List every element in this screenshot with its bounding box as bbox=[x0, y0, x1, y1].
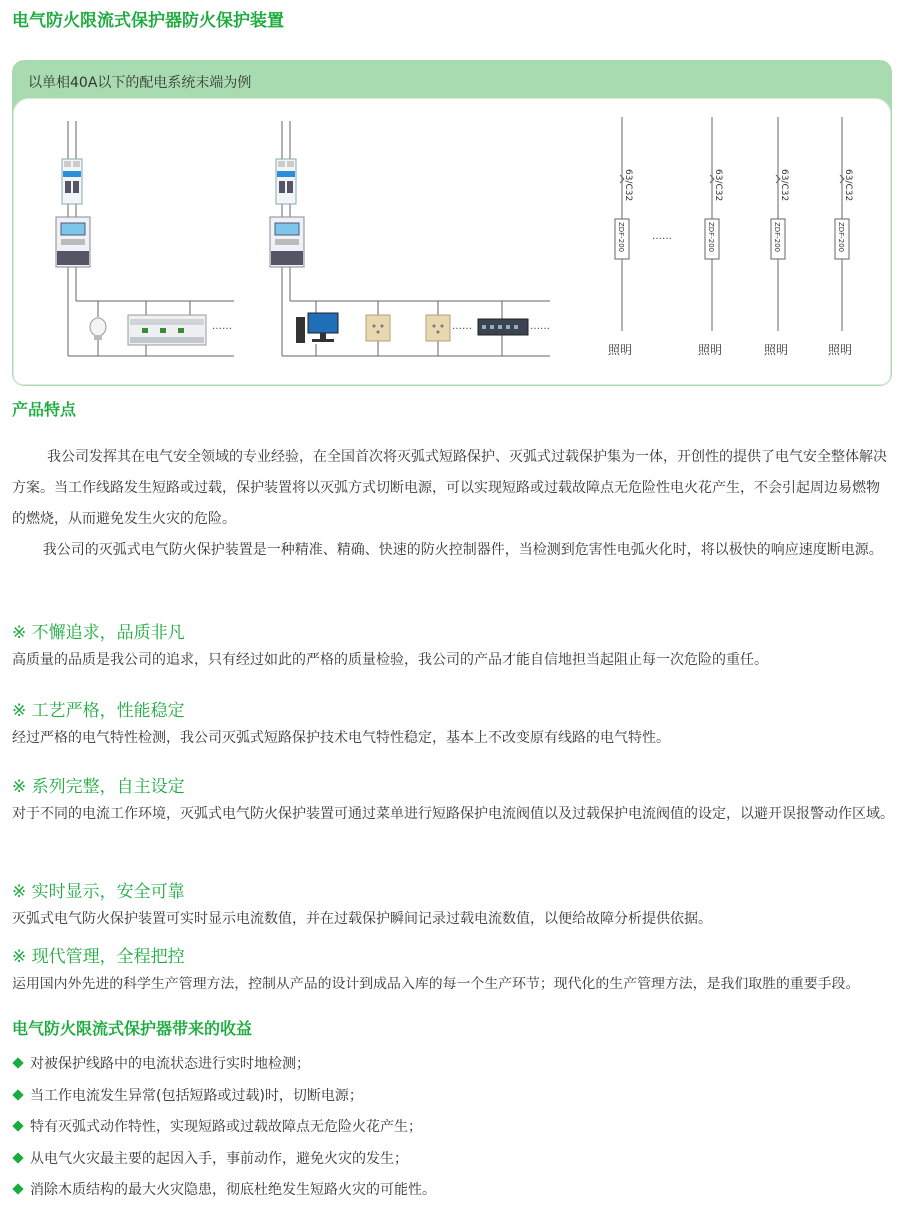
circuit-3-rating: 63/C32 bbox=[779, 169, 789, 202]
feature-title-display: ※ 实时显示，安全可靠 bbox=[12, 882, 185, 902]
circuit-4-rating: 63/C32 bbox=[843, 169, 853, 202]
diamond-bullet-icon bbox=[12, 1120, 23, 1131]
benefits-list bbox=[12, 1049, 436, 1207]
circuit-1-device: ZDF-200 bbox=[617, 222, 625, 253]
benefit-item-text: 当工作电流发生异常(包括短路或过载)时，切断电源； bbox=[30, 1087, 363, 1104]
circuit-4 bbox=[828, 117, 853, 357]
product-features-paragraph-1: 我公司发挥其在电气安全领域的专业经验，在全国首次将灭弧式短路保护、灭弧式过载保护集为一体，开创性的提供了电气安全整体解决方案。当工作线路发生短路或过载，保护装置将以灭弧方式切断电源，可以实现短路或过载故障点无危险性电火花产生，不会引起周边易燃物的燃烧，从而避免发生火灾的危险。 bbox=[12, 449, 887, 527]
circuit-ellipsis: …… bbox=[652, 231, 672, 242]
benefit-item bbox=[12, 1144, 436, 1176]
diagram-ellipsis-1: …… bbox=[212, 321, 232, 332]
wiring-diagram-svg bbox=[14, 99, 891, 385]
diamond-bullet-icon bbox=[12, 1152, 23, 1163]
bulb-icon bbox=[90, 318, 106, 340]
product-features-title: 产品特点 bbox=[12, 400, 77, 419]
din-module-icon bbox=[128, 315, 206, 345]
feature-text-quality: 高质量的品质是我公司的追求，只有经过如此的严格的质量检验，我公司的产品才能自信地担当起阻止每一次危险的重任。 bbox=[12, 652, 768, 668]
feature-title-management: ※ 现代管理，全程把控 bbox=[12, 947, 185, 967]
diagram-card bbox=[12, 60, 892, 386]
feature-title-quality: ※ 不懈追求，品质非凡 bbox=[12, 623, 185, 643]
circuit-2-rating: 63/C32 bbox=[713, 169, 723, 202]
circuit-1-lighting: 照明 bbox=[608, 343, 633, 357]
circuit-1 bbox=[608, 117, 633, 357]
network-switch-icon bbox=[478, 319, 528, 335]
benefit-item bbox=[12, 1112, 436, 1144]
diagram-ellipsis-2: …… bbox=[452, 321, 472, 332]
benefits-title: 电气防火限流式保护器带来的收益 bbox=[12, 1019, 253, 1038]
meter-1 bbox=[56, 217, 90, 267]
circuit-4-device: ZDF-200 bbox=[837, 222, 845, 253]
diamond-bullet-icon bbox=[12, 1057, 23, 1068]
circuit-2 bbox=[698, 117, 723, 357]
computer-icon bbox=[296, 313, 338, 343]
circuit-3-device: ZDF-200 bbox=[773, 222, 781, 253]
circuit-3-lighting: 照明 bbox=[764, 343, 789, 357]
feature-text-series: 对于不同的电流工作环境，灭弧式电气防火保护装置可通过菜单进行短路保护电流阀值以及过载保护电流阀值的设定，以避开误报警动作区域。 bbox=[12, 806, 894, 822]
circuit-4-lighting: 照明 bbox=[828, 343, 853, 357]
feature-title-process: ※ 工艺严格，性能稳定 bbox=[12, 701, 185, 721]
diagram-ellipsis-3: …… bbox=[530, 321, 550, 332]
feature-text-display: 灭弧式电气防火保护装置可实时显示电流数值，并在过载保护瞬间记录过载电流数值，以便给故障分析提供依据。 bbox=[12, 911, 712, 927]
benefit-item-text: 特有灭弧式动作特性，实现短路或过载故障点无危险火花产生； bbox=[30, 1119, 422, 1135]
circuit-3 bbox=[764, 117, 789, 357]
benefit-item-text: 从电气火灾最主要的起因入手，事前动作，避免火灾的发生； bbox=[30, 1150, 408, 1167]
feature-title-series: ※ 系列完整，自主设定 bbox=[12, 777, 185, 797]
benefit-item bbox=[12, 1175, 436, 1207]
circuit-2-lighting: 照明 bbox=[698, 343, 723, 357]
breaker-2 bbox=[276, 159, 296, 204]
benefit-item-text: 对被保护线路中的电流状态进行实时地检测； bbox=[30, 1056, 310, 1072]
benefit-item-text: 消除木质结构的最大火灾隐患，彻底杜绝发生短路火灾的可能性。 bbox=[30, 1182, 436, 1198]
benefit-item bbox=[12, 1049, 436, 1081]
diamond-bullet-icon bbox=[12, 1183, 23, 1194]
page-title: 电气防火限流式保护器防火保护装置 bbox=[12, 11, 284, 31]
diagram-caption: 以单相40A以下的配电系统末端为例 bbox=[28, 75, 252, 91]
product-features-paragraph-2: 我公司的灭弧式电气防火保护装置是一种精准、精确、快速的防火控制器件，当检测到危害性电弧火化时，将以极快的响应速度断电源。 bbox=[42, 542, 883, 558]
feature-text-management: 运用国内外先进的科学生产管理方法，控制从产品的设计到成品入库的每一个生产环节；现代化的生产管理方法，是我们取胜的重要手段。 bbox=[12, 976, 860, 992]
diamond-bullet-icon bbox=[12, 1089, 23, 1100]
circuit-1-rating: 63/C32 bbox=[623, 169, 633, 202]
breaker-1 bbox=[62, 159, 82, 204]
meter-2 bbox=[270, 217, 304, 267]
benefit-item bbox=[12, 1081, 436, 1113]
socket-icon-2 bbox=[426, 315, 450, 341]
socket-icon-1 bbox=[366, 315, 390, 341]
wiring-diagram bbox=[13, 98, 891, 385]
circuit-2-device: ZDF-200 bbox=[707, 222, 715, 253]
feature-text-process: 经过严格的电气特性检测，我公司灭弧式短路保护技术电气特性稳定，基本上不改变原有线路的电气特性。 bbox=[12, 730, 670, 746]
